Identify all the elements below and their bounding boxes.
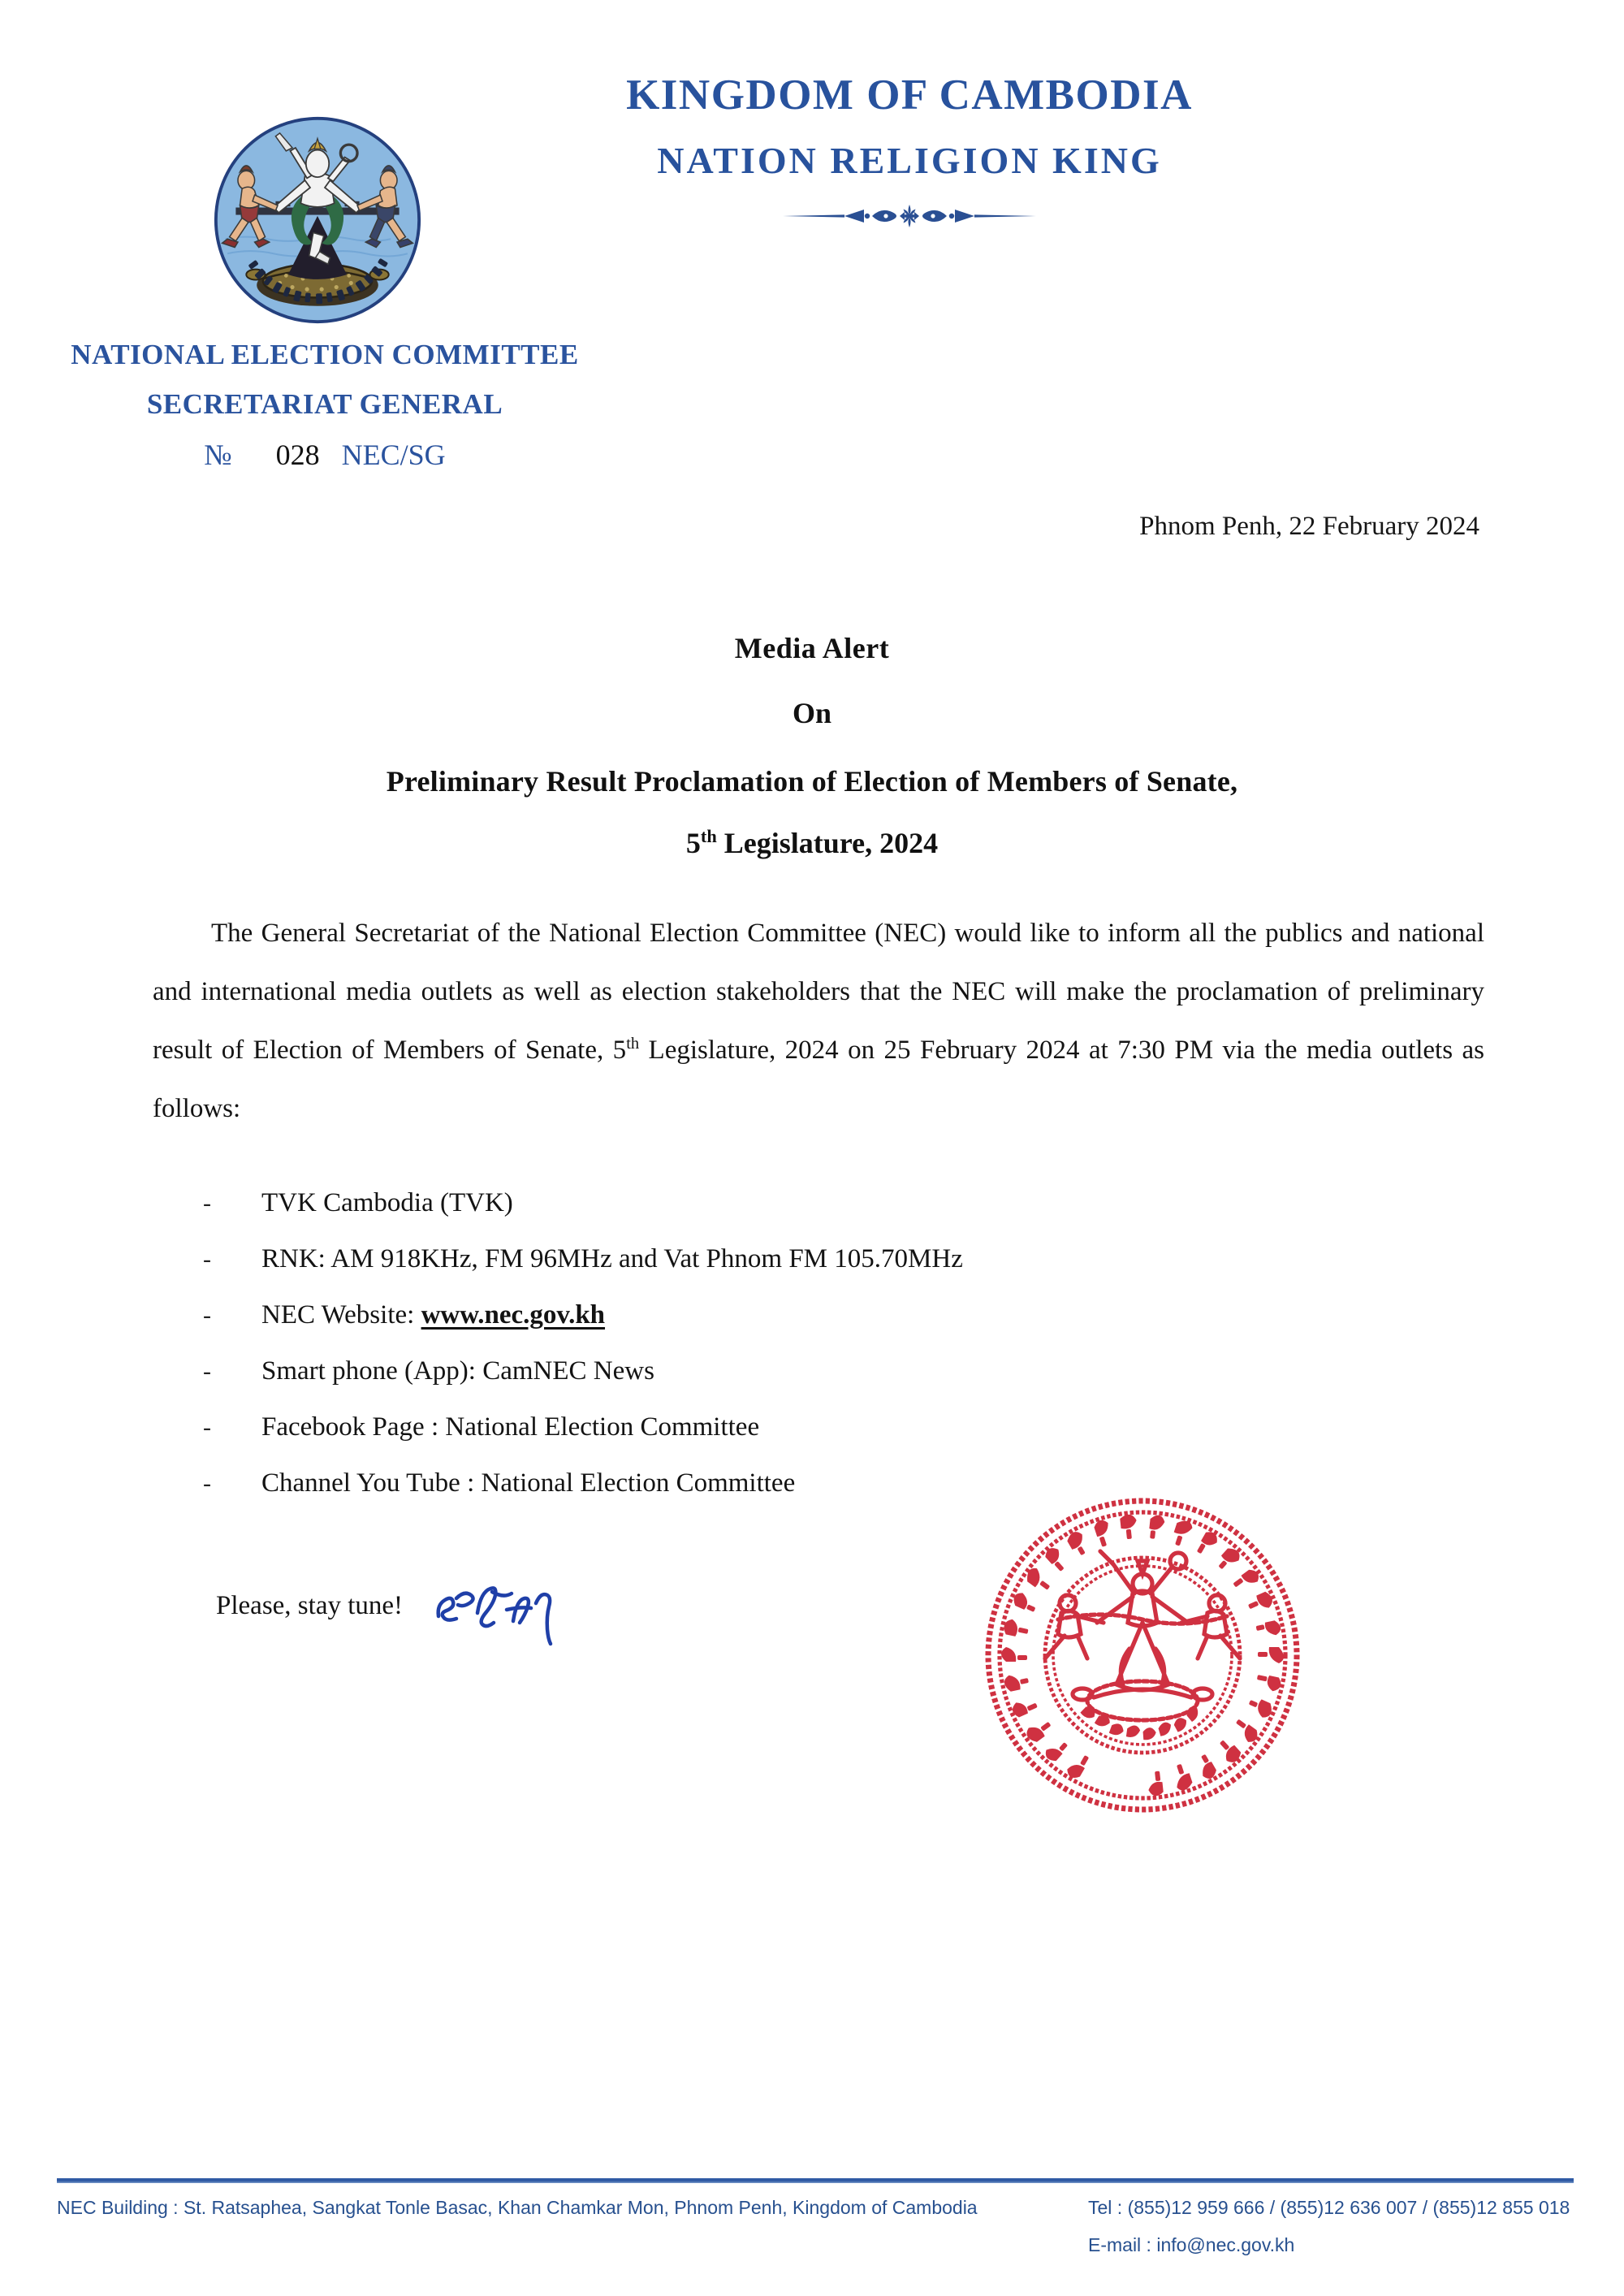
kingdom-motto: NATION RELIGION KING [657, 139, 1162, 181]
list-item [203, 1414, 1340, 1441]
ornamental-divider-icon [780, 201, 1039, 231]
legislature-ordinal-suffix: th [700, 826, 717, 846]
legislature-number: 5 [685, 827, 701, 859]
kingdom-heading-block [503, 73, 1315, 231]
signature [432, 1553, 594, 1650]
page-footer [57, 2178, 1574, 2267]
list-item [203, 1190, 1340, 1217]
nec-website-link[interactable]: www.nec.gov.kh [421, 1300, 606, 1330]
reference-suffix: NEC/SG [341, 439, 446, 471]
official-red-seal-stamp-icon [980, 1493, 1305, 1818]
kingdom-title: KINGDOM OF CAMBODIA [626, 71, 1193, 119]
closing-text: Please, stay tune! [216, 1591, 404, 1620]
list-bullet-dash: - [203, 1470, 211, 1497]
reference-number: 028 [275, 439, 320, 471]
body-ordinal-suffix: th [626, 1035, 640, 1053]
footer-address: NEC Building : St. Ratsaphea, Sangkat Tonle Basac, Khan Chamkar Mon, Phnom Penh, Kingdom of Cambodia [57, 2197, 978, 2218]
handwritten-signature-icon [432, 1553, 594, 1650]
footer-email[interactable]: E-mail : info@nec.gov.kh [1088, 2234, 1295, 2255]
cambodia-nec-emblem-icon [213, 115, 422, 325]
organization-block [16, 339, 633, 472]
page-title: Media Alert [734, 632, 890, 664]
list-item-label: Channel You Tube : National Election Committee [261, 1468, 796, 1498]
list-bullet-dash: - [203, 1358, 211, 1385]
list-item [203, 1246, 1340, 1273]
list-bullet-dash: - [203, 1414, 211, 1441]
list-item-label: Facebook Page : National Election Committee [261, 1412, 760, 1442]
ornamental-divider [503, 201, 1315, 231]
list-item [203, 1358, 1340, 1385]
list-bullet-dash: - [203, 1190, 211, 1217]
letterhead [0, 0, 1624, 520]
list-item [203, 1302, 1340, 1329]
reference-symbol: № [204, 439, 232, 471]
legislature-rest: Legislature, 2024 [716, 827, 939, 859]
list-bullet-dash: - [203, 1302, 211, 1329]
footer-contact-rows [57, 2197, 1574, 2267]
list-item-prefix: NEC Website: [261, 1300, 421, 1330]
organization-unit: SECRETARIAT GENERAL [146, 387, 503, 420]
footer-telephone: Tel : (855)12 959 666 / (855)12 636 007 / (855)12 855 018 [1088, 2197, 1570, 2218]
nec-emblem-logo [213, 115, 422, 325]
body-paragraph [153, 904, 1484, 1138]
list-bullet-dash: - [203, 1246, 211, 1273]
document-titles [0, 633, 1624, 858]
media-outlets-list [203, 1190, 1340, 1526]
official-stamp [980, 1493, 1305, 1818]
title-connector: On [792, 697, 832, 729]
reference-number-line [16, 438, 633, 472]
body-text-part1: The General Secretariat of the National Election Committee (NEC) would like to inform all the publics and national and international media outlets as well as election stakeholders that the NEC will make the proclamation of preliminary result of Election of Members of Senate, 5 [153, 919, 1484, 1065]
title-subject-line2 [0, 828, 1624, 858]
list-item-label [261, 1302, 1340, 1329]
body-text-part2: Legislature, 2024 on 25 February 2024 at 7:30 PM via the media outlets as follows: [153, 1036, 1484, 1123]
list-item-label: TVK Cambodia (TVK) [261, 1188, 513, 1217]
footer-divider-rule [57, 2178, 1574, 2183]
dateline: Phnom Penh, 22 February 2024 [1139, 512, 1479, 541]
organization-name: NATIONAL ELECTION COMMITTEE [71, 339, 579, 370]
title-subject-line1: Preliminary Result Proclamation of Election of Members of Senate, [386, 765, 1238, 798]
list-item-label: Smart phone (App): CamNEC News [261, 1356, 654, 1386]
list-item-label: RNK: AM 918KHz, FM 96MHz and Vat Phnom FM 105.70MHz [261, 1244, 963, 1273]
